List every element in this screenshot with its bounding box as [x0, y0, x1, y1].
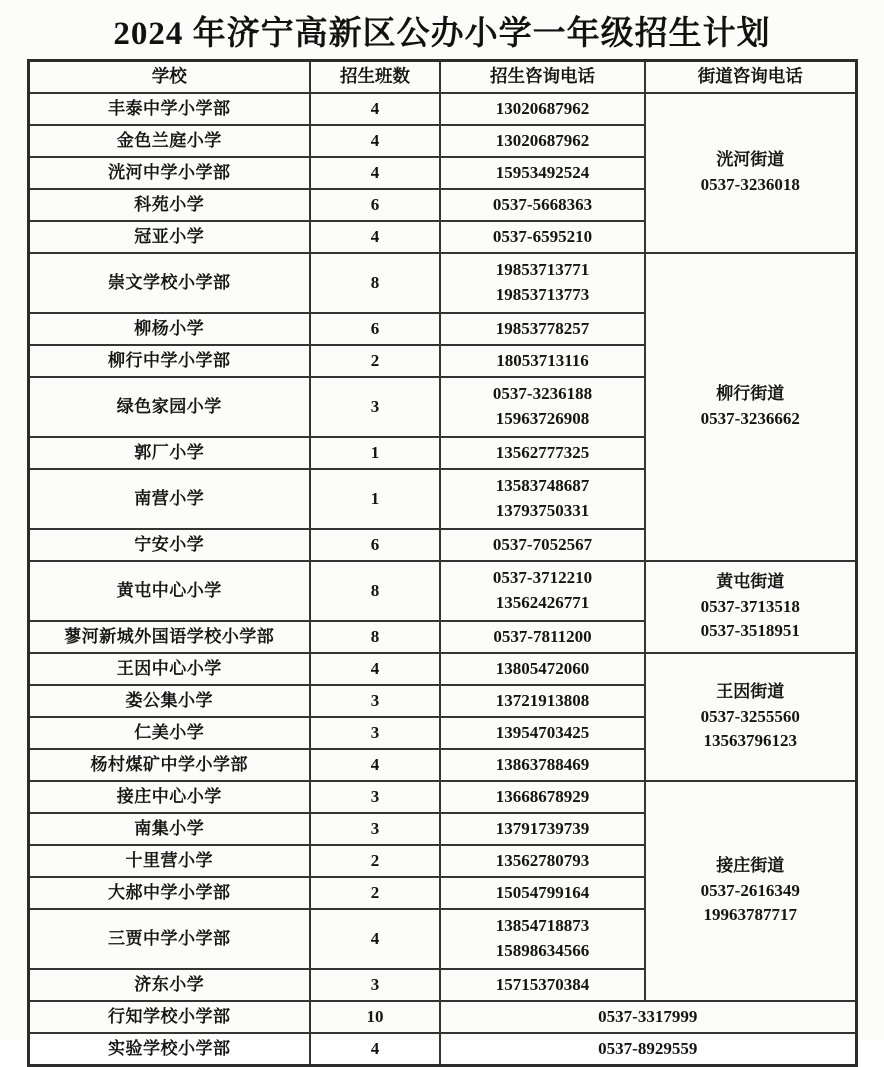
phone-cell: [440, 969, 645, 1001]
class-count-cell: 3: [310, 781, 440, 813]
school-name-cell: 冠亚小学: [28, 221, 310, 253]
phone-cell: [440, 749, 645, 781]
school-name-cell: 崇文学校小学部: [28, 253, 310, 313]
school-name-cell: 王因中心小学: [28, 653, 310, 685]
phone-cell: [440, 529, 645, 561]
school-name-cell: 郭厂小学: [28, 437, 310, 469]
school-name-cell: 实验学校小学部: [28, 1033, 310, 1066]
class-count-cell: 4: [310, 221, 440, 253]
table-row: [28, 93, 856, 125]
table-row: [28, 253, 856, 313]
phone-cell: [440, 1001, 856, 1033]
street-phone: 0537-3236662: [700, 409, 800, 428]
header-row: [28, 61, 856, 94]
class-count-cell: 8: [310, 253, 440, 313]
school-name-cell: 济东小学: [28, 969, 310, 1001]
phone-cell: [440, 125, 645, 157]
phone-number: 18053713116: [496, 350, 589, 370]
street-cell: [645, 781, 856, 1001]
class-count-cell: 4: [310, 93, 440, 125]
school-name-cell: 蓼河新城外国语学校小学部: [28, 621, 310, 653]
phone-number: 0537-6595210: [492, 226, 593, 246]
phone-number: 13791739739: [495, 818, 590, 838]
street-cell: [645, 561, 856, 653]
phone-number: 13863788469: [495, 754, 590, 774]
school-name-cell: 科苑小学: [28, 189, 310, 221]
phone-cell: [440, 157, 645, 189]
phone-number: 13583748687: [495, 476, 590, 496]
school-name-cell: 柳行中学小学部: [28, 345, 310, 377]
phone-cell: [440, 561, 645, 621]
phone-cell: [440, 877, 645, 909]
table-row: [28, 1033, 856, 1066]
header-school: 学校: [28, 61, 310, 94]
street-phone: 0537-3236018: [700, 175, 800, 194]
school-name-cell: 行知学校小学部: [28, 1001, 310, 1033]
phone-cell: [440, 253, 645, 313]
school-name-cell: 三贾中学小学部: [28, 909, 310, 969]
class-count-cell: 3: [310, 969, 440, 1001]
school-name-cell: 南营小学: [28, 469, 310, 529]
phone-cell: [440, 189, 645, 221]
phone-number: 13954703425: [495, 722, 590, 742]
phone-cell: [440, 845, 645, 877]
street-name: 王因街道: [716, 682, 785, 702]
street-cell: [645, 93, 856, 253]
phone-number: 13805472060: [495, 658, 590, 678]
table-row: [28, 653, 856, 685]
street-phone: 0537-3518951: [700, 621, 800, 641]
class-count-cell: 3: [310, 377, 440, 437]
table-row: [28, 1001, 856, 1033]
phone-cell: [440, 813, 645, 845]
street-name: 黄屯街道: [716, 572, 785, 592]
school-name-cell: 仁美小学: [28, 717, 310, 749]
street-name: 洸河街道: [716, 150, 785, 170]
class-count-cell: 4: [310, 125, 440, 157]
class-count-cell: 1: [310, 437, 440, 469]
phone-number: 13562426771: [495, 593, 590, 612]
class-count-cell: 6: [310, 529, 440, 561]
class-count-cell: 3: [310, 717, 440, 749]
street-phone: 19963787717: [703, 905, 797, 925]
street-cell: [645, 253, 856, 561]
phone-number: 0537-3712210: [492, 568, 593, 588]
street-phone: 0537-3255560: [700, 706, 800, 726]
school-name-cell: 接庄中心小学: [28, 781, 310, 813]
phone-number: 0537-7052567: [492, 534, 593, 554]
class-count-cell: 1: [310, 469, 440, 529]
phone-cell: [440, 93, 645, 125]
school-name-cell: 绿色家园小学: [28, 377, 310, 437]
class-count-cell: 10: [310, 1001, 440, 1033]
street-phone: 0537-2616349: [700, 880, 800, 900]
school-name-cell: 十里营小学: [28, 845, 310, 877]
phone-number: 13721913808: [495, 690, 590, 710]
class-count-cell: 8: [310, 621, 440, 653]
class-count-cell: 3: [310, 685, 440, 717]
street-cell: [645, 653, 856, 781]
phone-number: 19853713773: [495, 285, 590, 304]
class-count-cell: 4: [310, 909, 440, 969]
school-name-cell: 宁安小学: [28, 529, 310, 561]
header-phone: 招生咨询电话: [440, 61, 645, 94]
enrollment-table: [27, 59, 858, 1067]
phone-number: 15898634566: [495, 941, 590, 960]
phone-number: 0537-8929559: [598, 1038, 698, 1058]
table-row: [28, 781, 856, 813]
street-phone: 0537-3713518: [700, 596, 800, 616]
class-count-cell: 8: [310, 561, 440, 621]
street-phone: 13563796123: [703, 731, 797, 751]
phone-cell: [440, 437, 645, 469]
phone-number: 13668678929: [495, 786, 590, 806]
phone-cell: [440, 377, 645, 437]
class-count-cell: 6: [310, 189, 440, 221]
phone-number: 0537-5668363: [492, 194, 593, 214]
phone-number: 0537-3236188: [492, 384, 593, 404]
phone-number: 15963726908: [495, 409, 590, 428]
school-name-cell: 丰泰中学小学部: [28, 93, 310, 125]
school-name-cell: 金色兰庭小学: [28, 125, 310, 157]
phone-number: 15054799164: [495, 882, 590, 902]
class-count-cell: 4: [310, 653, 440, 685]
class-count-cell: 2: [310, 877, 440, 909]
phone-cell: [440, 685, 645, 717]
phone-number: 13020687962: [495, 98, 590, 118]
phone-cell: [440, 781, 645, 813]
school-name-cell: 洸河中学小学部: [28, 157, 310, 189]
phone-cell: [440, 1033, 856, 1066]
phone-number: 13562777325: [495, 442, 590, 462]
phone-number: 0537-7811200: [493, 626, 592, 646]
phone-number: 0537-3317999: [598, 1006, 698, 1026]
school-name-cell: 大郝中学小学部: [28, 877, 310, 909]
phone-cell: [440, 313, 645, 345]
class-count-cell: 2: [310, 845, 440, 877]
class-count-cell: 4: [310, 157, 440, 189]
page-title: 2024 年济宁高新区公办小学一年级招生计划: [113, 16, 771, 52]
phone-cell: [440, 469, 645, 529]
phone-number: 13562780793: [495, 850, 590, 870]
school-name-cell: 杨村煤矿中学小学部: [28, 749, 310, 781]
class-count-cell: 4: [310, 749, 440, 781]
phone-number: 13793750331: [495, 501, 590, 520]
header-classes: 招生班数: [310, 61, 440, 94]
phone-number: 13854718873: [495, 916, 590, 936]
phone-number: 15715370384: [495, 974, 590, 994]
class-count-cell: 4: [310, 1033, 440, 1066]
phone-cell: [440, 909, 645, 969]
table-header: [28, 61, 856, 94]
phone-cell: [440, 345, 645, 377]
header-street: 街道咨询电话: [645, 61, 856, 94]
class-count-cell: 3: [310, 813, 440, 845]
school-name-cell: 柳杨小学: [28, 313, 310, 345]
school-name-cell: 南集小学: [28, 813, 310, 845]
phone-number: 15953492524: [495, 162, 590, 182]
class-count-cell: 2: [310, 345, 440, 377]
phone-cell: [440, 621, 645, 653]
phone-cell: [440, 717, 645, 749]
phone-number: 19853713771: [495, 260, 590, 280]
class-count-cell: 6: [310, 313, 440, 345]
street-name: 柳行街道: [716, 384, 785, 404]
school-name-cell: 黄屯中心小学: [28, 561, 310, 621]
phone-cell: [440, 653, 645, 685]
phone-cell: [440, 221, 645, 253]
table-row: [28, 561, 856, 621]
phone-number: 19853778257: [495, 318, 590, 338]
school-name-cell: 娄公集小学: [28, 685, 310, 717]
phone-number: 13020687962: [495, 130, 590, 150]
street-name: 接庄街道: [716, 856, 785, 876]
